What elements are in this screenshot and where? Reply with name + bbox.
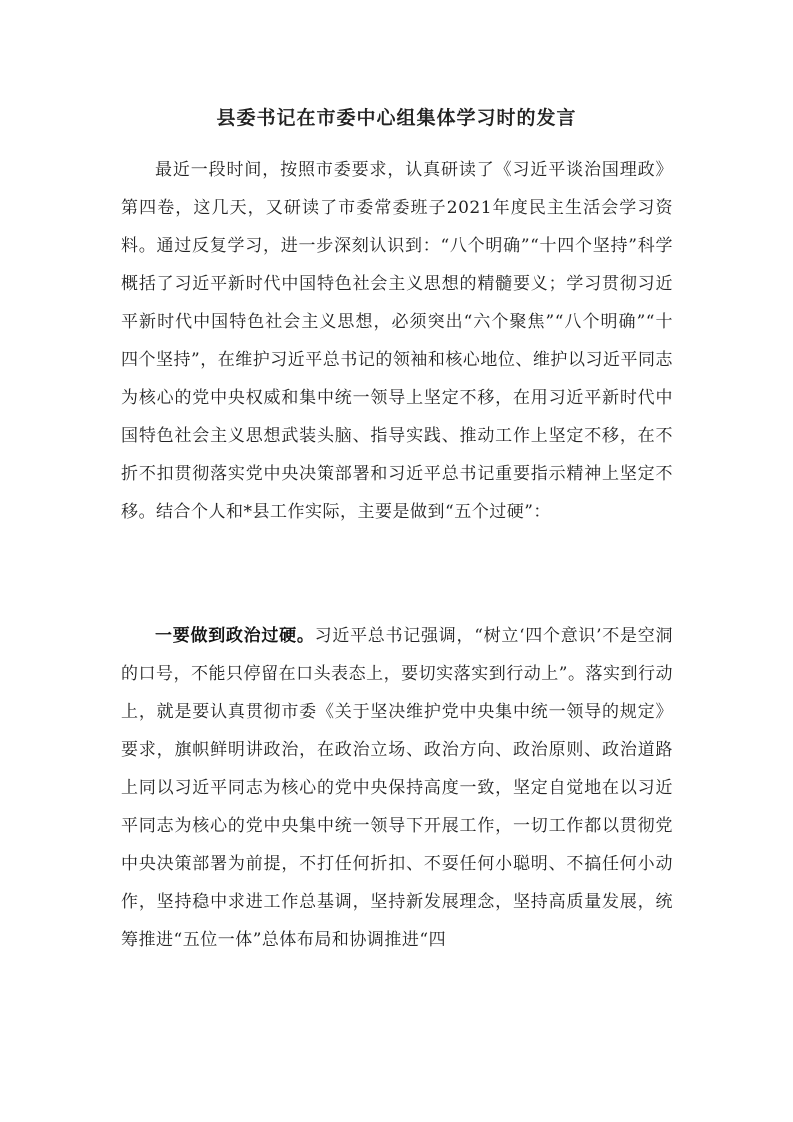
paragraph-political-lead: 一要做到政治过硬。 [155, 626, 315, 646]
document-title: 县委书记在市委中心组集体学习时的发言 [216, 107, 577, 129]
paragraph-political [121, 617, 673, 959]
paragraph-intro [121, 151, 673, 531]
paragraph-political-text: 习近平总书记强调，“树立‘四个意识’不是空洞的口号，不能只停留在口头表态上，要切实落实到行动上”。落实到行动上，就是要认真贯彻市委《关于坚决维护党中央集中统一领导的规定》要求，旗帜鲜明讲政治，在政治立场、政治方向、政治原则、政治道路上同以习近平同志为核心的党中央保持高度一致，坚定自觉地在以习近平同志为核心的党中央集中统一领导下开展工作，一切工作都以贯彻党中央决策部署为前提，不打任何折扣、不耍任何小聪明、不搞任何小动作，坚持稳中求进工作总基调，坚持新发展理念，坚持高质量发展，统筹推进“五位一体”总体布局和协调推进“四 [121, 626, 674, 950]
paragraph-intro-text: 最近一段时间，按照市委要求，认真研读了《习近平谈治国理政》第四卷，这几天，又研读了市委常委班子2021年度民主生活会学习资料。通过反复学习，进一步深刻认识到：“八个明确”“十四个坚持”科学概括了习近平新时代中国特色社会主义思想的精髓要义；学习贯彻习近平新时代中国特色社会主义思想，必须突出“六个聚焦”“八个明确”“十四个坚持”，在维护习近平总书记的领袖和核心地位、维护以习近平同志为核心的党中央权威和集中统一领导上坚定不移，在用习近平新时代中国特色社会主义思想武装头脑、指导实践、推动工作上坚定不移，在不折不扣贯彻落实党中央决策部署和习近平总书记重要指示精神上坚定不移。结合个人和*县工作实际，主要是做到“五个过硬”： [121, 160, 673, 522]
